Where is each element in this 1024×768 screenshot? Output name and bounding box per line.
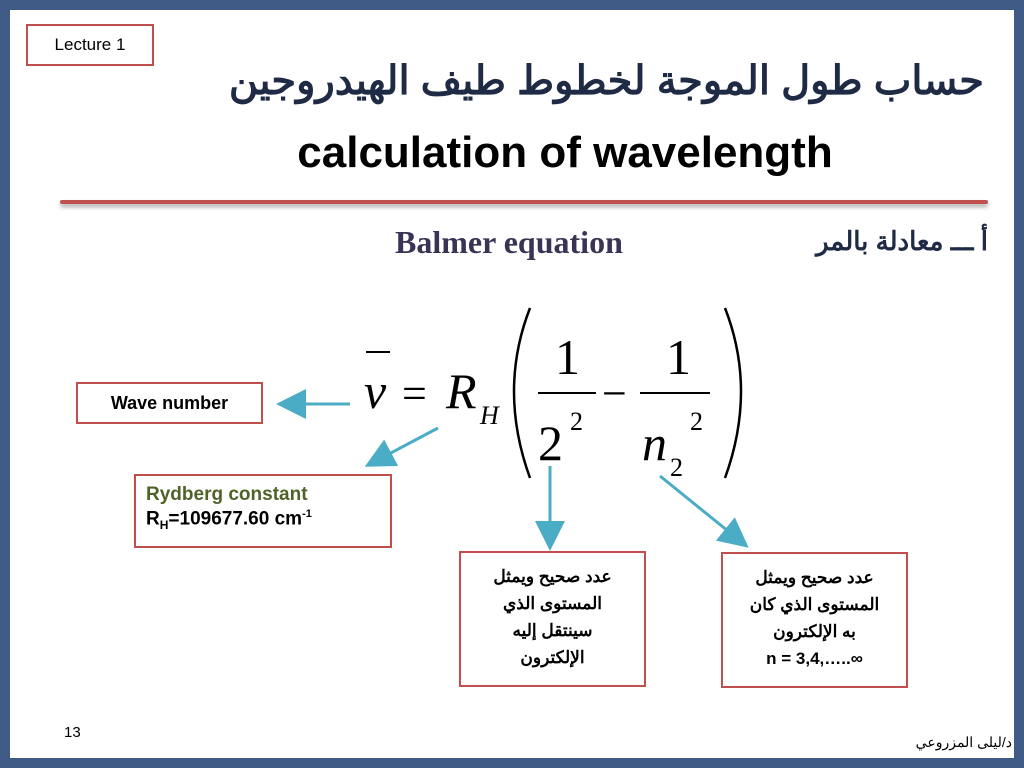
frac2-den-exp: 2: [690, 407, 703, 436]
eq-nu: ν: [364, 363, 387, 419]
rydberg-value: =109677.60 cm: [168, 508, 303, 530]
frac2-den-base: n: [642, 415, 667, 471]
frac1-den-base: 2: [538, 415, 563, 471]
rydberg-box: [134, 474, 392, 548]
arrow-to-initial-level: [660, 476, 744, 544]
lecture-label: Lecture 1: [54, 35, 126, 54]
eq-minus: −: [602, 369, 627, 418]
author-name: د/ليلى المزروعي: [915, 734, 1012, 750]
section-heading-english: Balmer equation: [395, 224, 623, 260]
wave-number-label: Wave number: [110, 392, 229, 413]
frac2-den-sub: 2: [670, 453, 683, 482]
note-final-line4: الإلكترون: [520, 648, 585, 667]
note-final-level: [459, 551, 646, 687]
eq-r: R: [446, 363, 477, 419]
eq-r-sub: H: [480, 401, 499, 430]
arrow-to-rydberg: [370, 428, 438, 464]
note-initial-level: [721, 552, 908, 688]
note-initial-line4: n = 3,4,…..∞: [766, 649, 863, 668]
note-final-line1: عدد صحيح ويمثل: [493, 567, 612, 586]
note-initial-line1: عدد صحيح ويمثل: [755, 568, 874, 587]
rydberg-unit-exp: -1: [302, 508, 312, 520]
note-final-line3: سينتقل إليه: [512, 621, 593, 640]
rydberg-symbol-sub: H: [159, 518, 169, 533]
note-final-line2: المستوى الذي: [503, 594, 602, 613]
rydberg-name: Rydberg constant: [146, 484, 308, 505]
frac2-num: 1: [666, 329, 691, 385]
rydberg-value-line: [146, 508, 380, 532]
frac1-num: 1: [555, 329, 580, 385]
title-arabic: حساب طول الموجة لخطوط طيف الهيدروجين: [228, 59, 984, 103]
eq-equals: =: [402, 369, 427, 418]
note-initial-line3: به الإلكترون: [773, 622, 856, 641]
wave-number-box: [76, 382, 263, 424]
section-heading-arabic: أ ـــ معادلة بالمر: [815, 226, 988, 256]
note-initial-line2: المستوى الذي كان: [749, 595, 880, 614]
page-number: 13: [64, 724, 81, 741]
rydberg-symbol: R: [146, 508, 160, 530]
frac1-den-exp: 2: [570, 407, 583, 436]
title-english: calculation of wavelength: [297, 128, 833, 177]
